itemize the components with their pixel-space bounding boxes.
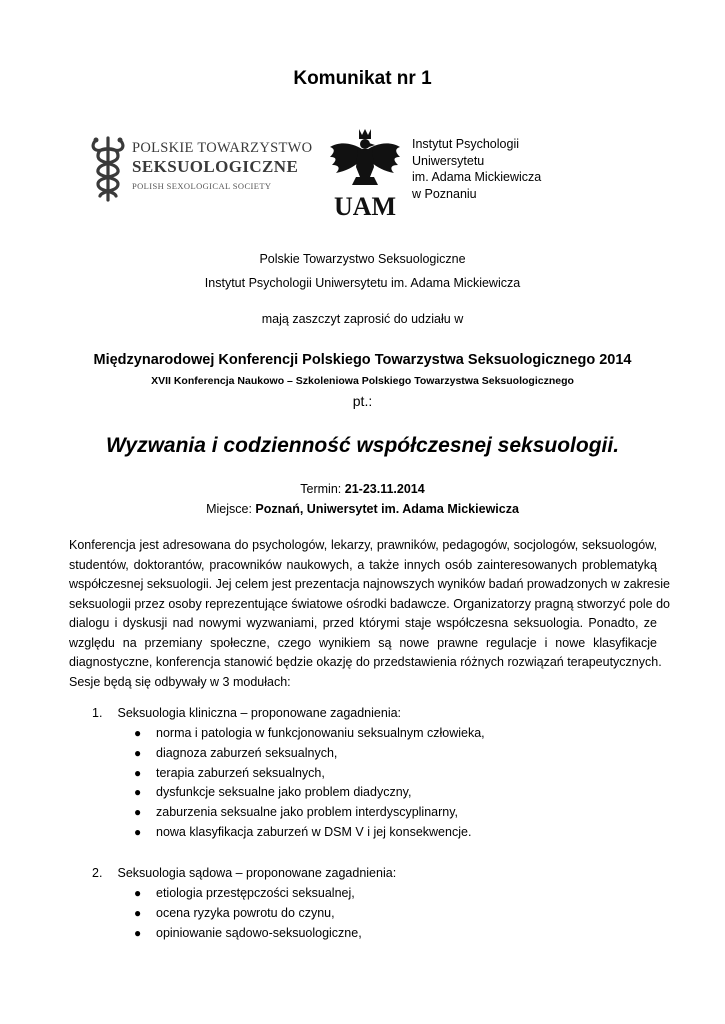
- place-value: Poznań, Uniwersytet im. Adama Mickiewicza: [255, 502, 519, 516]
- description-paragraph: [69, 536, 671, 692]
- list-item: ● diagnoza zaburzeń seksualnych,: [134, 744, 485, 764]
- conference-theme: Wyzwania i codzienność współczesnej seksuologii.: [105, 434, 620, 457]
- list-item: ● opiniowanie sądowo-seksuologiczne,: [134, 924, 362, 944]
- pts-logo-line3: POLISH SEXOLOGICAL SOCIETY: [132, 181, 272, 191]
- uam-logo: [326, 127, 404, 219]
- module-number: 1.: [92, 706, 103, 720]
- bullet-icon: ●: [134, 905, 142, 920]
- place-line: [0, 502, 725, 516]
- uam-line: w Poznaniu: [412, 186, 477, 201]
- list-item: ● norma i patologia w funkcjonowaniu seksualnym człowieka,: [134, 724, 485, 744]
- list-item: ● terapia zaburzeń seksualnych,: [134, 764, 485, 784]
- date-value: 21-23.11.2014: [344, 482, 425, 496]
- organizer-1: Polskie Towarzystwo Seksuologiczne: [259, 252, 466, 266]
- bullet-icon: ●: [134, 785, 142, 800]
- pts-logo-line2: SEKSUOLOGICZNE: [132, 157, 299, 176]
- module-2-topics: [134, 884, 362, 943]
- organizer-2: Instytut Psychologii Uniwersytetu im. Adama Mickiewicza: [204, 276, 521, 290]
- bullet-icon: ●: [134, 726, 142, 740]
- description-line: studentów, doktorantów, pracowników naukowych, a także innych osób zainteresowanych problematyką: [69, 557, 657, 572]
- list-item: ● zaburzenia seksualne jako problem interdyscyplinarny,: [134, 803, 485, 823]
- module-2-heading: [92, 866, 396, 880]
- description-line: dialogu i dyskusji nad nowymi wyzwaniami, przed którymi staje współczesna seksuologia. Ponadto, ze: [69, 616, 657, 630]
- list-item: ● nowa klasyfikacja zaburzeń w DSM V i jej konsekwencje.: [134, 823, 485, 843]
- list-item: ● etiologia przestępczości seksualnej,: [134, 884, 362, 904]
- list-item: ● dysfunkcje seksualne jako problem diadyczny,: [134, 783, 485, 803]
- pts-logo: [88, 132, 313, 202]
- caduceus-icon: [88, 132, 128, 202]
- description-line: seksuologii przez osoby reprezentujące światowe ośrodki badawcze. Organizatorzy pragną stworzyć pole do: [69, 596, 671, 611]
- description-line: współczesnej seksuologii. Jej celem jest prezentacja najnowszych wyników badań prowadzonych w zakresie: [69, 577, 670, 591]
- uam-line: Instytut Psychologii: [412, 137, 519, 151]
- uam-mark: UAM: [333, 192, 397, 219]
- uam-line: Uniwersytetu: [412, 153, 485, 168]
- date-label: Termin:: [300, 482, 342, 496]
- eagle-icon: [326, 127, 404, 219]
- page-title: Komunikat nr 1: [293, 68, 432, 89]
- pt-label: pt.:: [352, 393, 373, 409]
- description-line: Sesje będą się odbywały w 3 modułach:: [69, 674, 291, 689]
- bullet-icon: ●: [134, 745, 142, 760]
- description-line: względu na przemiany społeczne, czego wynikiem są nowe prawne regulacje i nowe klasyfikacje: [69, 635, 657, 650]
- module-number: 2.: [92, 866, 103, 880]
- bullet-icon: ●: [134, 765, 142, 780]
- invite-text: mają zaszczyt zaprosić do udziału w: [261, 312, 464, 326]
- uam-line: im. Adama Mickiewicza: [412, 170, 542, 184]
- pts-logo-line1: POLSKIE TOWARZYSTWO: [132, 140, 313, 156]
- module-1-topics: [134, 724, 485, 843]
- place-label: Miejsce:: [206, 502, 252, 516]
- list-item: ● ocena ryzyka powrotu do czynu,: [134, 904, 362, 924]
- conference-name: Międzynarodowej Konferencji Polskiego Towarzystwa Seksuologicznego 2014: [93, 352, 632, 368]
- date-line: [0, 482, 725, 496]
- conference-subtitle: XVII Konferencja Naukowo – Szkoleniowa Polskiego Towarzystwa Seksuologicznego: [151, 375, 574, 387]
- uam-institute-text: [412, 136, 541, 202]
- description-line: diagnostyczne, konferencja stanowić będzie okazję do przedstawienia różnych rozwiązań terapeutycznych.: [69, 655, 662, 669]
- bullet-icon: ●: [134, 886, 142, 900]
- module-title: Seksuologia sądowa – proponowane zagadnienia:: [117, 866, 397, 880]
- description-line: Konferencja jest adresowana do psychologów, lekarzy, prawników, pedagogów, socjologów, seksuologów,: [69, 538, 657, 552]
- module-1-heading: [92, 706, 401, 720]
- bullet-icon: ●: [134, 824, 142, 839]
- module-title: Seksuologia kliniczna – proponowane zagadnienia:: [117, 706, 402, 720]
- bullet-icon: ●: [134, 925, 142, 940]
- bullet-icon: ●: [134, 805, 142, 820]
